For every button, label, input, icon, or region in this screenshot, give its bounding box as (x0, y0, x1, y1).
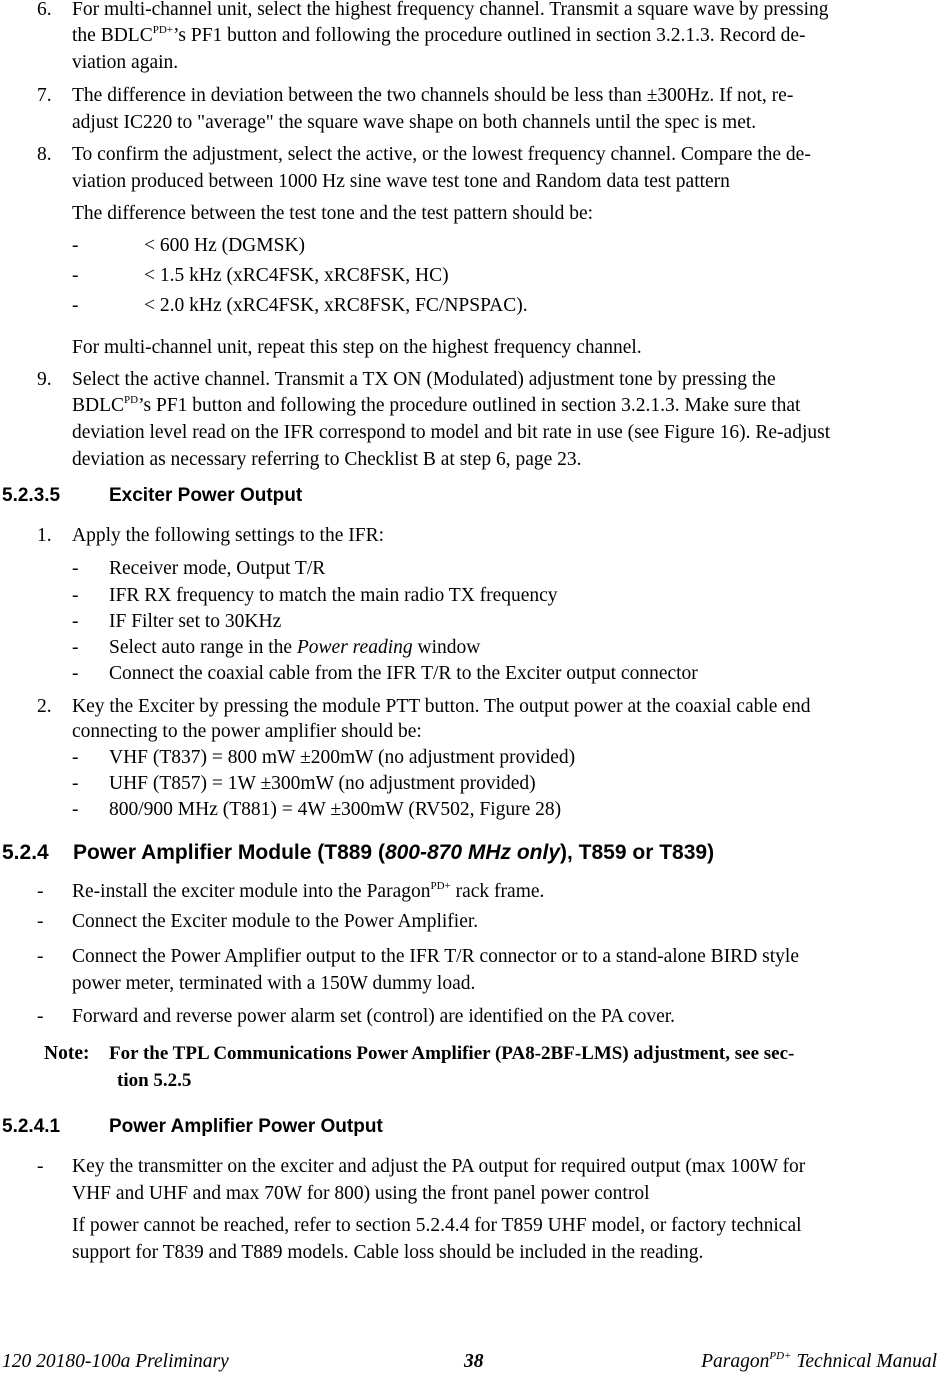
section-title: Power Amplifier Module (T889 (800-870 MHz only), T859 or T839) (73, 841, 715, 864)
paragraph-line: Key the Exciter by pressing the module PTT button. The output power at the coaxial cable end (72, 696, 811, 717)
section-number: 5.2.4.1 (2, 1116, 61, 1137)
list-dash: - (37, 911, 44, 932)
section-number: 5.2.4 (2, 841, 49, 864)
list-dash: - (72, 663, 79, 684)
list-item: Receiver mode, Output T/R (109, 558, 326, 579)
list-dash: - (72, 773, 79, 794)
paragraph-line: power meter, terminated with a 150W dummy load. (72, 973, 476, 994)
list-dash: - (72, 637, 79, 658)
section-title: Exciter Power Output (109, 485, 303, 506)
section-title: Power Amplifier Power Output (109, 1116, 383, 1137)
paragraph-line: The difference in deviation between the two channels should be less than ±300Hz. If not, re- (72, 85, 794, 106)
list-item: Connect the Power Amplifier output to the IFR T/R connector or to a stand-alone BIRD style (72, 946, 799, 967)
paragraph-line: connecting to the power amplifier should be: (72, 721, 422, 742)
note-label: Note: (44, 1043, 90, 1064)
page-number: 38 (464, 1351, 484, 1372)
paragraph-line: The difference between the test tone and the test pattern should be: (72, 203, 594, 224)
paragraph-line: adjust IC220 to "average" the square wave shape on both channels until the spec is met. (72, 112, 757, 133)
item-number: 1. (37, 525, 52, 546)
list-item: Select auto range in the Power reading window (109, 637, 481, 658)
list-dash: - (72, 295, 79, 316)
list-dash: - (72, 265, 79, 286)
item-number: 7. (37, 85, 52, 106)
item-number: 8. (37, 144, 52, 165)
list-item: 800/900 MHz (T881) = 4W ±300mW (RV502, Figure 28) (109, 799, 562, 820)
list-item: < 2.0 kHz (xRC4FSK, xRC8FSK, FC/NPSPAC). (144, 295, 528, 316)
list-item: Connect the coaxial cable from the IFR T/R to the Exciter output connector (109, 663, 698, 684)
paragraph-line: For multi-channel unit, repeat this step on the highest frequency channel. (72, 337, 642, 358)
list-dash: - (37, 1156, 44, 1177)
list-item: < 1.5 kHz (xRC4FSK, xRC8FSK, HC) (144, 265, 449, 286)
list-dash: - (72, 585, 79, 606)
list-item: < 600 Hz (DGMSK) (144, 235, 306, 256)
list-item: VHF (T837) = 800 mW ±200mW (no adjustment provided) (109, 747, 576, 768)
list-item: Connect the Exciter module to the Power Amplifier. (72, 911, 479, 932)
list-dash: - (37, 946, 44, 967)
paragraph-line: If power cannot be reached, refer to section 5.2.4.4 for T859 UHF model, or factory technical (72, 1215, 802, 1236)
list-item: IFR RX frequency to match the main radio TX frequency (109, 585, 558, 606)
list-dash: - (37, 1006, 44, 1027)
paragraph-line: deviation level read on the IFR correspond to model and bit rate in use (see Figure 16). Re-adjust (72, 422, 831, 443)
list-dash: - (72, 747, 79, 768)
list-dash: - (72, 799, 79, 820)
note-text: For the TPL Communications Power Amplifier (PA8-2BF-LMS) adjustment, see sec- (109, 1043, 795, 1064)
section-number: 5.2.3.5 (2, 485, 61, 506)
item-number: 6. (37, 0, 52, 20)
list-item: IF Filter set to 30KHz (109, 611, 282, 632)
note-text: tion 5.2.5 (117, 1070, 192, 1091)
paragraph-line: $BDLC^{PD}’s$ PF1 button and following the procedure outlined in section 3.2.1.3. Make sure that (72, 394, 801, 416)
paragraph-line: deviation as necessary referring to Checklist B at step 6, page 23. (72, 449, 582, 470)
list-item: Forward and reverse power alarm set (control) are identified on the PA cover. (72, 1006, 676, 1027)
list-dash: - (37, 881, 44, 902)
footer-manual-title: Paragon$^{PD+}$ Technical Manual (701, 1350, 937, 1372)
list-item: Key the transmitter on the exciter and adjust the PA output for required output (max 100W for (72, 1156, 806, 1177)
item-number: 2. (37, 696, 52, 717)
paragraph-line: viation produced between 1000 Hz sine wave test tone and Random data test pattern (72, 171, 730, 192)
list-dash: - (72, 558, 79, 579)
list-item: Re-install the exciter module into the Paragon$^{PD+}$ rack frame. (72, 880, 545, 902)
paragraph-line: Apply the following settings to the IFR: (72, 525, 384, 546)
list-dash: - (72, 235, 79, 256)
paragraph-line: support for T839 and T889 models. Cable loss should be included in the reading. (72, 1242, 704, 1263)
paragraph-line: VHF and UHF and max 70W for 800) using the front panel power control (72, 1183, 650, 1204)
paragraph-line: the $BDLC^{PD+}’s$ PF1 button and following the procedure outlined in section 3.2.1.3. Record de- (72, 24, 806, 46)
paragraph-line: Select the active channel. Transmit a TX ON (Modulated) adjustment tone by pressing the (72, 369, 776, 390)
list-dash: - (72, 611, 79, 632)
footer-doc-id: 120 20180-100a Preliminary (2, 1351, 229, 1372)
paragraph-line: viation again. (72, 52, 179, 73)
item-number: 9. (37, 369, 52, 390)
list-item: UHF (T857) = 1W ±300mW (no adjustment provided) (109, 773, 536, 794)
paragraph-line: For multi-channel unit, select the highest frequency channel. Transmit a square wave by pressing (72, 0, 829, 20)
paragraph-line: To confirm the adjustment, select the active, or the lowest frequency channel. Compare the de- (72, 144, 811, 165)
